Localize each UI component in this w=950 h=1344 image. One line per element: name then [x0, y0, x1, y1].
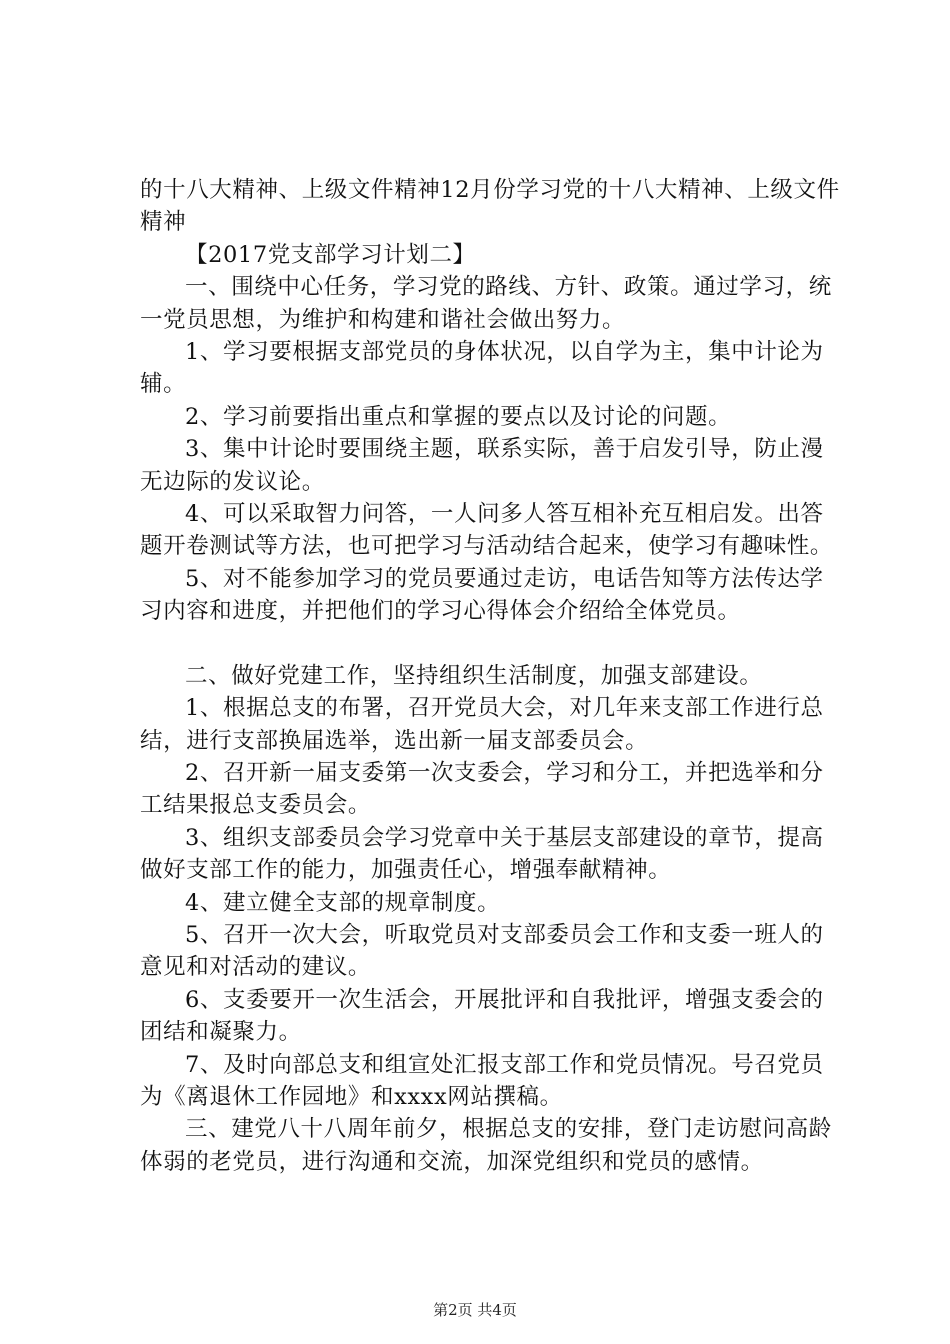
paragraph-item: 3、集中计论时要围绕主题，联系实际，善于启发引导，防止漫无边际的发议论。 [140, 436, 824, 495]
paragraph-item: 1、根据总支的布署，召开党员大会，对几年来支部工作进行总结，进行支部换届选举，选出新一届支部委员会。 [140, 695, 824, 754]
paragraph-item: 4、可以采取智力问答，一人问多人答互相补充互相启发。出答题开卷测试等方法，也可把学习与活动结合起来，使学习有趣味性。 [140, 501, 834, 560]
paragraph-spacer [140, 628, 845, 660]
paragraph-item: 1、学习要根据支部党员的身体状况，以自学为主，集中计论为辅。 [140, 339, 824, 398]
section-heading: 【2017党支部学习计划二】 [185, 241, 476, 268]
paragraph-section-1: 一、围绕中心任务，学习党的路线、方针、政策。通过学习，统一党员思想，为维护和构建和谐社会做出努力。 [140, 274, 832, 333]
paragraph-continuation: 的十八大精神、上级文件精神12月份学习党的十八大精神、上级文件精神 [140, 177, 840, 236]
paragraph-section-3: 三、建党八十八周年前夕，根据总支的安排，登门走访慰问高龄体弱的老党员，进行沟通和交流，加深党组织和党员的感情。 [140, 1116, 832, 1175]
paragraph-item: 3、组织支部委员会学习党章中关于基层支部建设的章节，提高做好支部工作的能力，加强责任心，增强奉献精神。 [140, 824, 824, 884]
paragraph-item: 7、及时向部总支和组宣处汇报支部工作和党员情况。号召党员为《离退休工作园地》和xxxx网站撰稿。 [140, 1051, 824, 1110]
document-body [140, 174, 845, 1178]
paragraph-section-2: 二、做好党建工作，坚持组织生活制度，加强支部建设。 [185, 662, 763, 689]
paragraph-item: 4、建立健全支部的规章制度。 [185, 889, 501, 916]
paragraph-item: 2、召开新一届支委第一次支委会，学习和分工，并把选举和分工结果报总支委员会。 [140, 759, 824, 819]
page-footer: 第2页 共4页 [433, 1301, 517, 1319]
paragraph-item: 5、对不能参加学习的党员要通过走访，电话告知等方法传达学习内容和进度，并把他们的学习心得体会介绍给全体党员。 [140, 565, 824, 625]
paragraph-item: 2、学习前要指出重点和掌握的要点以及讨论的问题。 [185, 403, 732, 430]
paragraph-item: 5、召开一次大会，听取党员对支部委员会工作和支委一班人的意见和对活动的建议。 [140, 921, 824, 981]
paragraph-item: 6、支委要开一次生活会，开展批评和自我批评，增强支委会的团结和凝聚力。 [140, 986, 824, 1046]
